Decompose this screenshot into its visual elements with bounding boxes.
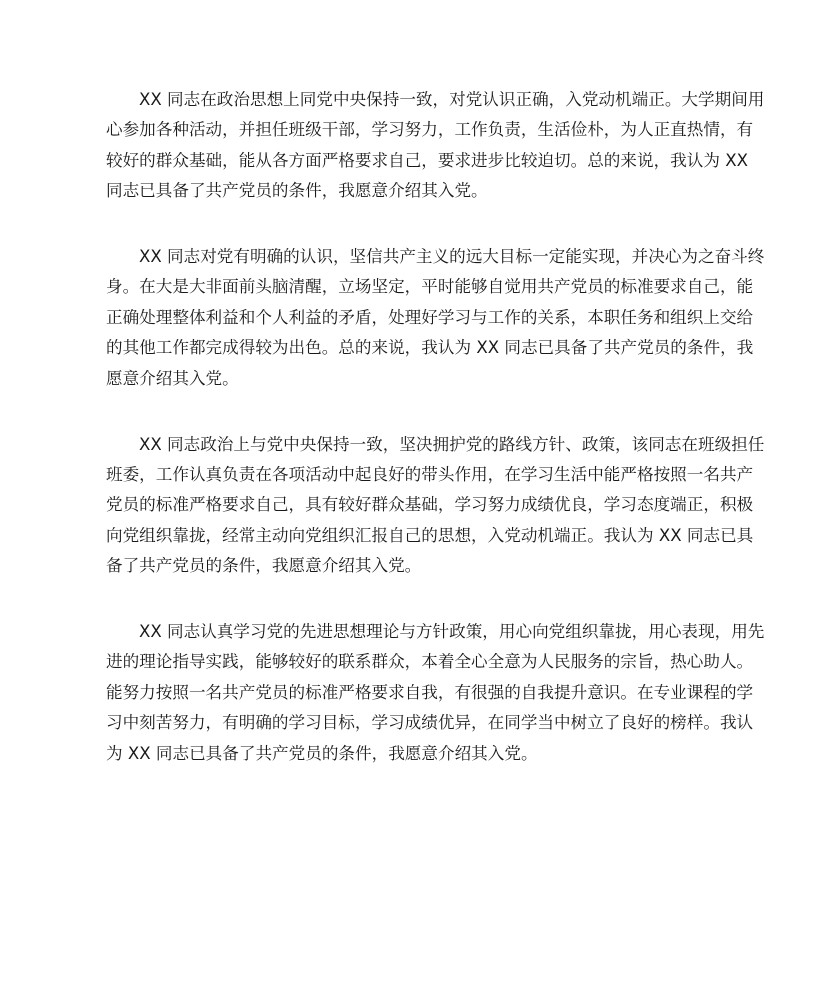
paragraph bbox=[106, 242, 765, 394]
text-line: 备了共产党员的条件，我愿意介绍其入党。 bbox=[106, 556, 422, 576]
text-line: 能努力按照一名共产党员的标准严格要求自我，有很强的自我提升意识。在专业课程的学 bbox=[106, 682, 754, 702]
text-line: 党员的标准严格要求自己，具有较好群众基础，学习努力成绩优良，学习态度端正，积极 bbox=[106, 495, 754, 515]
text-line: XX 同志认真学习党的先进思想理论与方针政策，用心向党组织靠拢，用心表现，用先 bbox=[139, 621, 765, 641]
text-line: 习中刻苦努力，有明确的学习目标，学习成绩优异，在同学当中树立了良好的榜样。我认 bbox=[106, 713, 754, 733]
text-line: 向党组织靠拢，经常主动向党组织汇报自己的思想，入党动机端正。我认为 XX 同志已具 bbox=[106, 525, 754, 545]
text-line: 身。在大是大非面前头脑清醒，立场坚定，平时能够自觉用共产党员的标准要求自己，能 bbox=[106, 277, 754, 297]
text-line: 的其他工作都完成得较为出色。总的来说，我认为 XX 同志已具备了共产党员的条件，我 bbox=[106, 338, 754, 358]
paragraph bbox=[106, 617, 765, 769]
document-page bbox=[106, 85, 765, 804]
text-line: 心参加各种活动，并担任班级干部，学习努力，工作负责，生活俭朴，为人正直热情，有 bbox=[106, 120, 754, 140]
text-line: XX 同志对党有明确的认识，坚信共产主义的远大目标一定能实现，并决心为之奋斗终 bbox=[139, 247, 765, 267]
paragraph bbox=[106, 85, 765, 207]
text-line: 同志已具备了共产党员的条件，我愿意介绍其入党。 bbox=[106, 181, 488, 201]
text-line: XX 同志在政治思想上同党中央保持一致，对党认识正确，入党动机端正。大学期间用 bbox=[139, 90, 765, 109]
text-line: 愿意介绍其入党。 bbox=[106, 368, 239, 388]
text-line: 正确处理整体利益和个人利益的矛盾，处理好学习与工作的关系，本职任务和组织上交给 bbox=[106, 307, 754, 327]
text-line: 较好的群众基础，能从各方面严格要求自己，要求进步比较迫切。总的来说，我认为 XX bbox=[106, 150, 748, 170]
text-line: XX 同志政治上与党中央保持一致，坚决拥护党的路线方针、政策，该同志在班级担任 bbox=[139, 434, 765, 454]
paragraph bbox=[106, 430, 765, 582]
text-line: 班委，工作认真负责在各项活动中起良好的带头作用，在学习生活中能严格按照一名共产 bbox=[106, 464, 754, 484]
text-line: 进的理论指导实践，能够较好的联系群众，本着全心全意为人民服务的宗旨，热心助人。 bbox=[106, 652, 754, 672]
text-line: 为 XX 同志已具备了共产党员的条件，我愿意介绍其入党。 bbox=[106, 743, 538, 763]
